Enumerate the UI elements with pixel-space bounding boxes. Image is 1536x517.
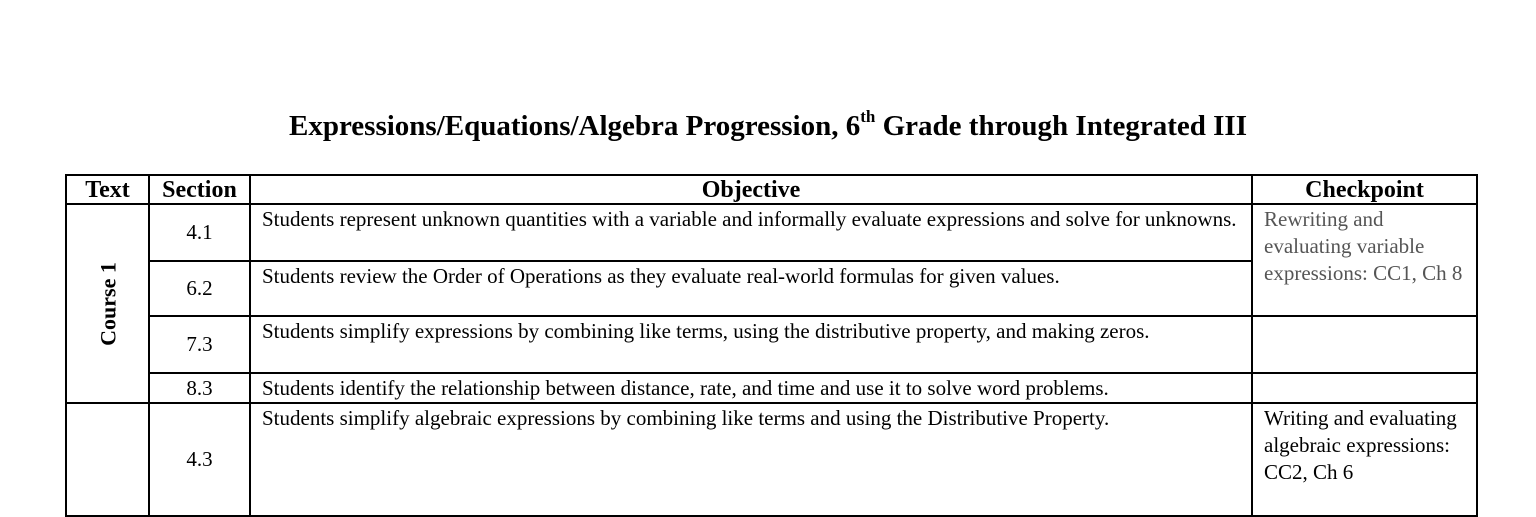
objective-cell: Students represent unknown quantities with a variable and informally evaluate expressions and solve for unknowns. — [250, 204, 1252, 261]
table-row — [66, 204, 1477, 261]
objective-cell: Students simplify algebraic expressions by combining like terms and using the Distributive Property. — [250, 403, 1252, 516]
section-cell: 8.3 — [149, 373, 250, 403]
page-title — [0, 107, 1536, 143]
header-row — [66, 175, 1477, 204]
text-cell-course-2 — [66, 403, 149, 516]
title-prefix: Expressions/Equations/Algebra Progression, 6 — [288, 110, 861, 142]
section-cell: 4.3 — [149, 403, 250, 516]
table-row — [66, 403, 1477, 516]
section-cell: 7.3 — [149, 316, 250, 373]
header-checkpoint: Checkpoint — [1252, 175, 1477, 204]
objective-cell: Students review the Order of Operations as they evaluate real-world formulas for given values. — [250, 261, 1252, 316]
title-superscript: th — [860, 107, 876, 127]
objective-cell: Students identify the relationship between distance, rate, and time and use it to solve word problems. — [250, 373, 1252, 403]
title-suffix: Grade through Integrated III — [875, 110, 1248, 142]
header-section: Section — [149, 175, 250, 204]
text-cell-course-1 — [66, 204, 149, 403]
course-label: Course 1 — [95, 261, 120, 346]
objective-cell: Students simplify expressions by combining like terms, using the distributive property, and making zeros. — [250, 316, 1252, 373]
header-objective: Objective — [250, 175, 1252, 204]
section-cell: 4.1 — [149, 204, 250, 261]
checkpoint-cell — [1252, 316, 1477, 373]
header-text: Text — [66, 175, 149, 204]
checkpoint-cell — [1252, 373, 1477, 403]
checkpoint-cell: Writing and evaluating algebraic expressions: CC2, Ch 6 — [1252, 403, 1477, 516]
section-cell: 6.2 — [149, 261, 250, 316]
table-row — [66, 316, 1477, 373]
checkpoint-cell: Rewriting and evaluating variable expressions: CC1, Ch 8 — [1252, 204, 1477, 316]
table-row — [66, 373, 1477, 403]
progression-table — [65, 174, 1478, 517]
